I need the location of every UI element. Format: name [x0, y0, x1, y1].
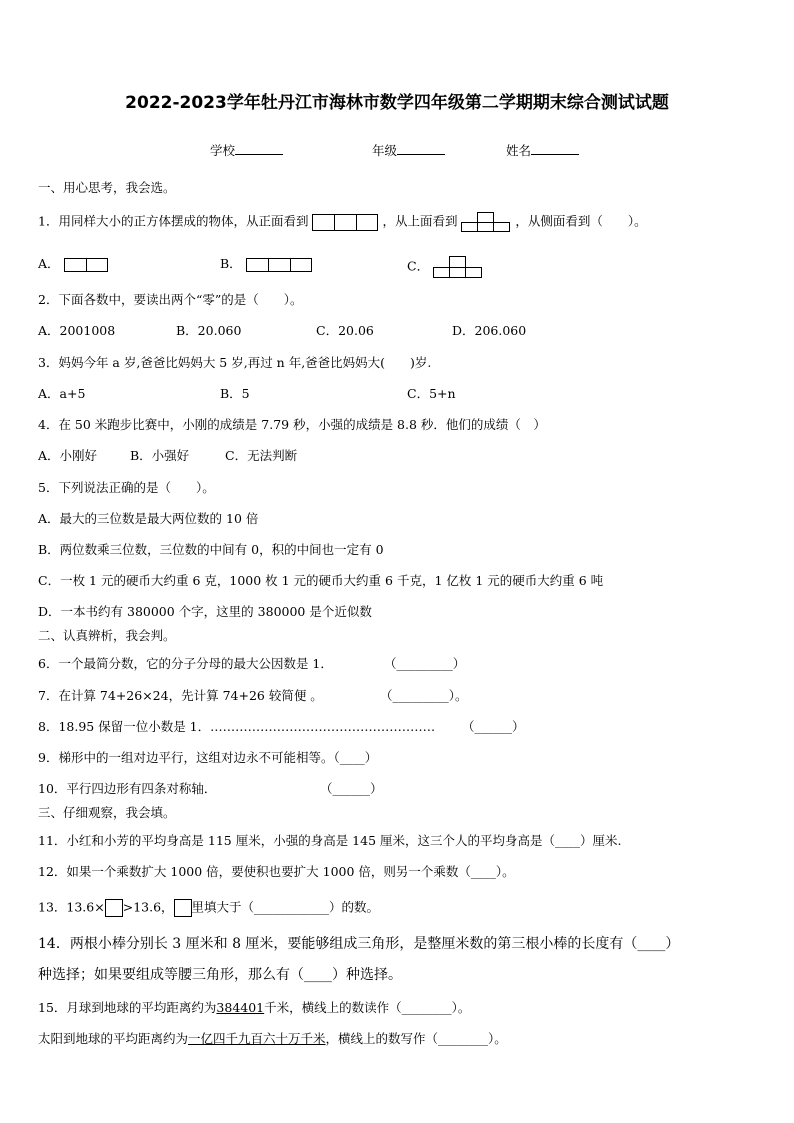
q1-option-c-label: C．	[407, 258, 430, 274]
q4-option-a[interactable]: A．小刚好	[38, 448, 98, 463]
q15-line2-number: 一亿四千九百六十万千米	[188, 1031, 326, 1046]
grade-blank[interactable]	[397, 141, 445, 155]
question-6: 6．一个最简分数，它的分子分母的最大公因数是 1．	[38, 656, 333, 671]
q3-option-a[interactable]: A．a+5	[38, 386, 86, 401]
option-c-figure	[433, 256, 483, 278]
q13-text-pre: 13．13.6×	[38, 899, 105, 915]
q1-text-post: ，从侧面看到（ ）。	[515, 213, 647, 229]
q2-option-c[interactable]: C．20.06	[316, 323, 374, 338]
q13-text-post: 里填大于（____________）的数。	[191, 899, 380, 915]
q10-answer-blank[interactable]: （______）	[320, 781, 383, 796]
q5-option-c[interactable]: C．一枚 1 元的硬币大约重 6 克，1000 枚 1 元的硬币大约重 6 千克，1 亿枚 1 元的硬币大约重 6 吨	[38, 573, 604, 588]
question-5: 5．下列说法正确的是（ ）。	[38, 480, 215, 495]
question-8: 8．18.95 保留一位小数是 1．………………………………………………	[38, 719, 436, 734]
question-3: 3．妈妈今年 a 岁,爸爸比妈妈大 5 岁,再过 n 年,爸爸比妈妈大( )岁.	[38, 355, 432, 370]
grade-field	[372, 141, 445, 159]
q1-text-pre: 1．用同样大小的正方体摆成的物体，从正面看到	[38, 213, 309, 229]
name-field	[506, 141, 579, 159]
school-label: 学校	[210, 143, 236, 158]
question-1	[38, 212, 647, 232]
option-b-figure	[246, 258, 312, 272]
school-blank[interactable]	[235, 141, 283, 155]
question-7: 7．在计算 74+26×24，先计算 74+26 较简便 。	[38, 688, 323, 703]
q5-option-d[interactable]: D．一本书约有 380000 个字，这里的 380000 是个近似数	[38, 604, 372, 619]
q13-box-filled[interactable]	[105, 899, 123, 917]
grade-label: 年级	[372, 143, 398, 158]
q13-box-empty[interactable]	[174, 899, 192, 917]
top-view-figure	[461, 212, 511, 232]
q13-text-mid: >13.6，	[122, 899, 174, 915]
front-view-figure	[312, 214, 378, 231]
q1-option-c[interactable]	[407, 256, 483, 278]
question-4: 4．在 50 米跑步比赛中，小刚的成绩是 7.79 秒，小强的成绩是 8.8 秒．他们的成绩（ ）	[38, 417, 546, 432]
question-14-line-1: 14．两根小棒分别长 3 厘米和 8 厘米，要能够组成三角形，是整厘米数的第三根小棒的长度有（____）	[38, 936, 680, 952]
q4-option-b[interactable]: B．小强好	[130, 448, 190, 463]
q4-option-c[interactable]: C．无法判断	[225, 448, 298, 463]
q5-option-a[interactable]: A．最大的三位数是最大两位数的 10 倍	[38, 511, 259, 526]
q8-answer-blank[interactable]: （______）	[462, 719, 525, 734]
school-field	[210, 141, 283, 159]
question-15-line-2	[38, 1031, 507, 1047]
name-label: 姓名	[506, 143, 532, 158]
question-10: 10．平行四边形有四条对称轴．	[38, 781, 217, 796]
q1-option-a[interactable]	[38, 256, 108, 272]
question-13	[38, 899, 379, 917]
name-blank[interactable]	[531, 141, 579, 155]
page-title: 2022-2023学年牡丹江市海林市数学四年级第二学期期末综合测试试题	[125, 93, 669, 113]
q3-option-b[interactable]: B．5	[220, 386, 250, 401]
q3-option-c[interactable]: C．5+n	[407, 386, 456, 401]
q7-answer-blank[interactable]: （_________）。	[380, 688, 468, 703]
q1-option-b[interactable]	[220, 256, 312, 272]
q2-option-b[interactable]: B．20.060	[176, 323, 242, 338]
question-14-line-2: 种选择；如果要组成等腰三角形，那么有（____）种选择。	[38, 967, 402, 983]
q6-answer-blank[interactable]: （_________）	[384, 656, 466, 671]
q15-line2-pre: 太阳到地球的平均距离约为	[38, 1031, 189, 1046]
question-11: 11．小红和小芳的平均身高是 115 厘米，小强的身高是 145 厘米，这三个人的平均身高是（____）厘米.	[38, 833, 622, 848]
section-1-heading: 一、用心思考，我会选。	[38, 180, 176, 195]
section-2-heading: 二、认真辨析，我会判。	[38, 628, 176, 643]
question-15-line-1	[38, 1000, 470, 1016]
q2-option-a[interactable]: A．2001008	[38, 323, 116, 338]
q1-option-a-label: A．	[38, 256, 60, 271]
q15-number: 384401	[216, 1000, 265, 1015]
question-9: 9．梯形中的一组对边平行，这组对边永不可能相等。（____）	[38, 750, 378, 765]
q2-option-d[interactable]: D．206.060	[452, 323, 527, 338]
q15-text-post: 千米，横线上的数读作（________）。	[264, 1000, 471, 1015]
q15-line2-post: ，横线上的数写作（________）。	[325, 1031, 507, 1046]
question-12: 12．如果一个乘数扩大 1000 倍，要使积也要扩大 1000 倍，则另一个乘数（____）。	[38, 864, 515, 879]
q5-option-b[interactable]: B．两位数乘三位数，三位数的中间有 0，积的中间也一定有 0	[38, 542, 384, 557]
q1-option-b-label: B．	[220, 256, 242, 271]
question-2: 2．下面各数中，要读出两个“零”的是（ ）。	[38, 292, 303, 307]
option-a-figure	[64, 258, 108, 272]
section-3-heading: 三、仔细观察，我会填。	[38, 805, 176, 820]
q1-text-mid: ，从上面看到	[382, 213, 458, 229]
q15-text-pre: 15．月球到地球的平均距离约为	[38, 1000, 217, 1015]
